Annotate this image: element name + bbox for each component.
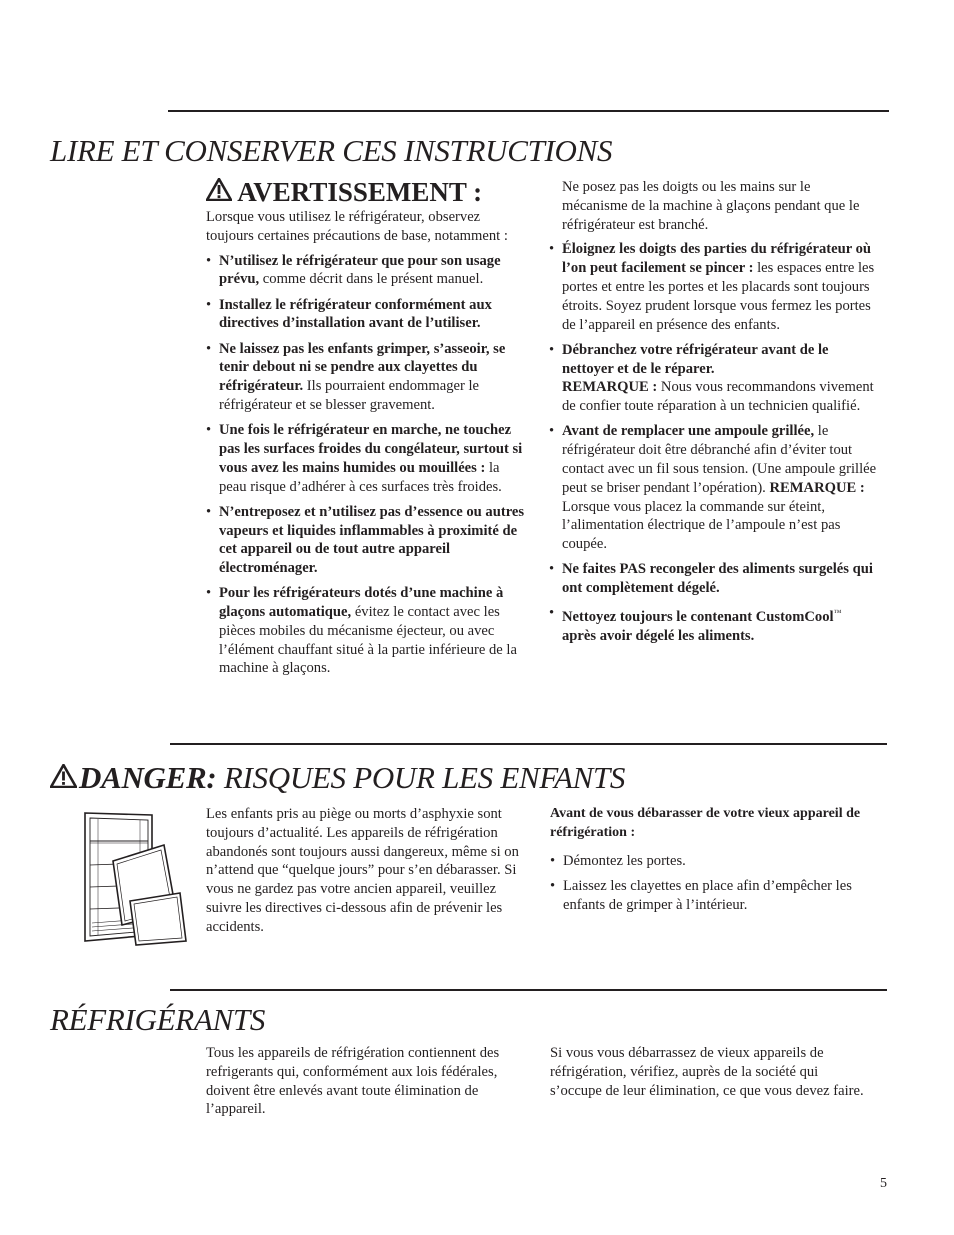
section-title-instructions: LIRE ET CONSERVER CES INSTRUCTIONS (50, 133, 613, 168)
warning-right-item-bold: Avant de remplacer une ampoule grillée, (562, 423, 815, 440)
warning-right-item (549, 560, 879, 598)
refrigerants-right-text: Si vous vous débarrassez de vieux appareils de réfrigération, vérifiez, auprès de la société qui s’occupe de leur élimination, ce que vous devez faire. (550, 1045, 864, 1099)
warning-left-item (206, 340, 530, 415)
refrigerants-left-column (206, 1044, 528, 1119)
danger-right-heading: Avant de vous débarasser de votre vieux appareil de réfrigération : (550, 806, 861, 840)
section-title-refrigerants: RÉFRIGÉRANTS (50, 1002, 266, 1037)
warning-right-item-note-label: REMARQUE : (562, 379, 658, 396)
warning-heading (206, 178, 482, 206)
warning-left-list (206, 252, 530, 679)
warning-right-item-text: les espaces entre les portes et entre les portes et les placards sont toujours étroits. Soyez prudent lorsque vous fermez les portes de l’appareil en présence des enfants. (562, 260, 875, 333)
warning-left-item-bold: Pour les réfrigérateurs dotés d’une machine à glaçons automatique, (219, 585, 504, 621)
warning-right-item-bold: Éloignez les doigts des parties du réfrigérateur où l’on peut facilement se pincer : (562, 241, 872, 277)
danger-left-text: Les enfants pris au piège ou morts d’asphyxie sont toujours d’actualité. Les appareils de réfrigération abandonés sont toujours aussi dangereux, même si on n’attend que “quelque jours” pour s’en débarasser. Si vous ne gardez pas votre ancien appareil, veuillez suivre les directives ci-dessous afin de prévenir les accidents. (206, 806, 519, 935)
warning-left-item-text: évitez le contact avec les pièces mobiles du mécanisme éjecteur, ou avec l’élément chauffant situé à la partie inférieure de la machine à glaçons. (219, 604, 517, 677)
warning-right-column (549, 178, 879, 652)
trademark-symbol: ™ (833, 608, 842, 618)
warning-intro: Lorsque vous utilisez le réfrigérateur, observez toujours certaines précautions de base, notamment : (206, 209, 508, 244)
danger-item-text: Démontez les portes. (563, 852, 686, 869)
warning-right-item (549, 240, 879, 334)
danger-item (550, 877, 880, 915)
refrigerants-left-text: Tous les appareils de réfrigération contiennent des refrigerants qui, conformément aux lois fédérales, doivent être enlevés avant toute élimination de l’appareil. (206, 1045, 500, 1118)
danger-item-text: Laissez les clayettes en place afin d’empêcher les enfants de grimper à l’intérieur. (563, 877, 852, 913)
danger-label: DANGER: (79, 760, 217, 795)
section-title-danger (50, 762, 625, 793)
warning-right-list (549, 240, 879, 645)
refrigerants-right-column (550, 1044, 870, 1100)
warning-left-item-bold: Une fois le réfrigérateur en marche, ne touchez pas les surfaces froides du congélateur, surtout si vous avez les mains humides ou mouillées : (219, 422, 523, 476)
warning-left-item (206, 252, 530, 290)
warning-right-item-bold: Ne faites PAS recongeler des aliments surgelés qui ont complètement dégelé. (562, 561, 873, 597)
warning-left-item-bold: Ne laissez pas les enfants grimper, s’asseoir, se tenir debout ni se pendre aux clayettes du réfrigérateur. (219, 340, 506, 395)
warning-right-item (549, 604, 879, 645)
warning-right-item-bold: Nettoyez toujours le contenant CustomCool (562, 609, 834, 626)
warning-right-item-note-label: REMARQUE : (769, 479, 865, 496)
warning-triangle-icon (206, 178, 232, 201)
warning-left-item-bold: N’utilisez le réfrigérateur que pour son usage prévu, (219, 252, 501, 288)
warning-left-item (206, 503, 530, 578)
warning-left-item-text: Ils pourraient endommager le réfrigérateur et se blesser gravement. (219, 378, 480, 413)
page-number: 5 (880, 1176, 887, 1191)
warning-left-item-text: comme décrit dans le présent manuel. (259, 271, 484, 288)
top-rule (168, 110, 889, 112)
refrigerants-rule (170, 989, 887, 991)
danger-rule (170, 743, 887, 745)
warning-right-item-bold: après avoir dégelé les aliments. (562, 627, 755, 644)
danger-list (550, 852, 880, 915)
warning-left-item-text: la peau risque d’adhérer à ces surfaces très froides. (219, 459, 502, 495)
warning-right-item-text: Lorsque vous placez la commande sur éteint, l’alimentation électrique de l’ampoule n’est pas coupée. (562, 498, 841, 553)
warning-triangle-icon (50, 764, 77, 788)
danger-item (550, 852, 880, 871)
warning-left-item-bold: Installez le réfrigérateur conformément aux directives d’installation avant de l’utiliser. (219, 296, 492, 332)
warning-right-item-bold: Débranchez votre réfrigérateur avant de le nettoyer et de le réparer. (562, 341, 829, 377)
warning-right-item (549, 422, 879, 554)
danger-left-column (206, 805, 528, 937)
warning-left-item (206, 584, 530, 678)
warning-right-item-text: le réfrigérateur doit être débranché afin d’éviter tout contact avec un fil sous tension. (Une ampoule grillée peut se briser pendant l’opération). (562, 423, 877, 496)
danger-title-rest: RISQUES POUR LES ENFANTS (216, 760, 626, 795)
warning-right-item-text: Nous vous recommandons vivement de confier toute réparation à un technicien qualifié. (562, 379, 874, 415)
warning-left-item (206, 421, 530, 496)
danger-right-column (550, 805, 880, 921)
warning-right-item (549, 341, 879, 416)
warning-left-item-bold: N’entreposez et n’utilisez pas d’essence ou autres vapeurs et liquides inflammables à proximité de cet appareil ou de tout autre appareil électroménager. (219, 503, 525, 577)
warning-right-intro: Ne posez pas les doigts ou les mains sur le mécanisme de la machine à glaçons pendant que le réfrigérateur est branché. (562, 179, 860, 233)
warning-heading-text: AVERTISSEMENT : (237, 177, 483, 207)
warning-left-column (206, 208, 530, 685)
refrigerator-illustration (80, 807, 190, 947)
warning-left-item (206, 296, 530, 334)
